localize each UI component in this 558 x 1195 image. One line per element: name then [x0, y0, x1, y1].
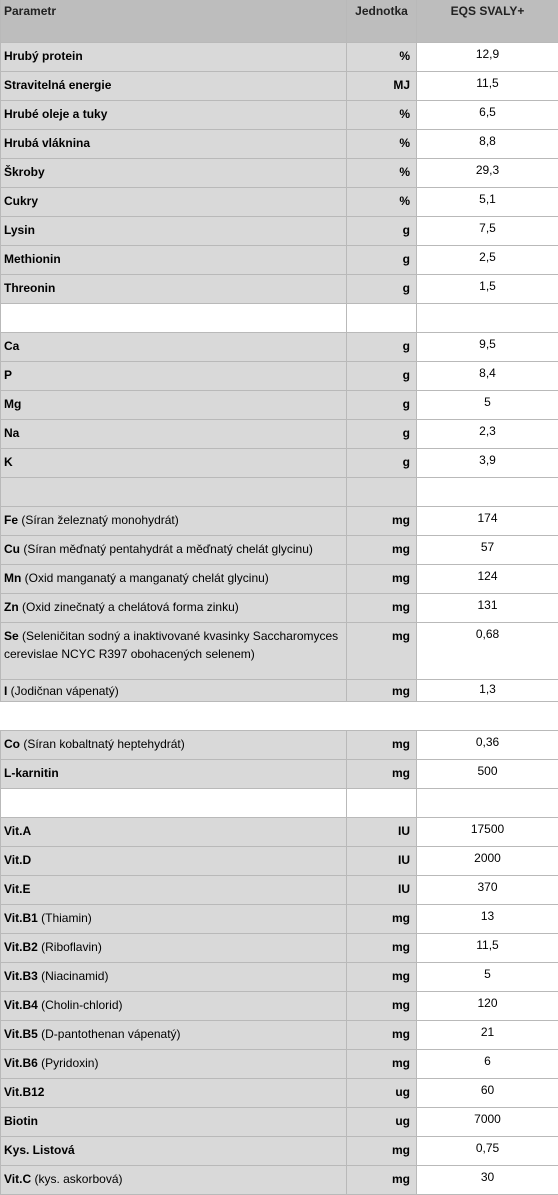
param-name: Threonin: [4, 281, 55, 295]
param-name: Cukry: [4, 194, 38, 208]
param-name: Vit.E: [4, 882, 30, 896]
param-desc: (kys. askorbová): [31, 1172, 122, 1186]
param-value: 6: [417, 1050, 558, 1079]
table-row: [1, 594, 558, 623]
param-name: Mn: [4, 571, 21, 585]
param-unit: mg: [347, 565, 417, 594]
param-unit: mg: [347, 680, 417, 702]
param-unit: ug: [347, 1079, 417, 1108]
param-value: 12,9: [417, 43, 558, 72]
table-row: [1, 43, 558, 72]
table-row: [1, 963, 558, 992]
header-parametr: Parametr: [1, 0, 347, 43]
param-value: 30: [417, 1166, 558, 1195]
table-row: [1, 159, 558, 188]
param-name: Hrubá vláknina: [4, 136, 90, 150]
param-unit: g: [347, 333, 417, 362]
param-value: 13: [417, 905, 558, 934]
param-unit: mg: [347, 963, 417, 992]
table-row: [1, 1108, 558, 1137]
param-value: 9,5: [417, 333, 558, 362]
param-value: 5: [417, 963, 558, 992]
table-row: [1, 731, 558, 760]
param-name: Lysin: [4, 223, 35, 237]
param-value: 2,3: [417, 420, 558, 449]
param-value: 2000: [417, 847, 558, 876]
param-value: 124: [417, 565, 558, 594]
table-row: [1, 362, 558, 391]
param-value: 370: [417, 876, 558, 905]
param-unit: mg: [347, 594, 417, 623]
param-name: Vit.B2: [4, 940, 38, 954]
param-value: 0,68: [417, 623, 558, 680]
param-name: Vit.A: [4, 824, 31, 838]
param-desc: (Oxid manganatý a manganatý chelát glycinu): [21, 571, 268, 585]
param-unit: mg: [347, 934, 417, 963]
param-desc: (Riboflavin): [38, 940, 102, 954]
param-name: Methionin: [4, 252, 61, 266]
param-value: 5,1: [417, 188, 558, 217]
param-name: Vit.B4: [4, 998, 38, 1012]
param-unit: IU: [347, 818, 417, 847]
table-row: [1, 1079, 558, 1108]
param-desc: (Síran kobaltnatý heptehydrát): [20, 737, 185, 751]
param-value: 131: [417, 594, 558, 623]
param-value: 5: [417, 391, 558, 420]
table-row: [1, 507, 558, 536]
param-value: 500: [417, 760, 558, 789]
table-row: [1, 72, 558, 101]
param-value: 0,75: [417, 1137, 558, 1166]
param-unit: mg: [347, 1021, 417, 1050]
table-row: [1, 992, 558, 1021]
param-unit: mg: [347, 536, 417, 565]
param-unit: %: [347, 43, 417, 72]
param-name: Stravitelná energie: [4, 78, 111, 92]
param-value: 3,9: [417, 449, 558, 478]
param-desc: (Síran železnatý monohydrát): [18, 513, 179, 527]
param-unit: mg: [347, 623, 417, 680]
table-row: [1, 275, 558, 304]
param-name: L-karnitin: [4, 766, 59, 780]
spacer-row: [1, 478, 558, 507]
table-row: [1, 565, 558, 594]
param-desc: (Cholin-chlorid): [38, 998, 123, 1012]
param-name: Vit.C: [4, 1172, 31, 1186]
param-unit: g: [347, 420, 417, 449]
param-value: 60: [417, 1079, 558, 1108]
param-value: 8,8: [417, 130, 558, 159]
param-value: 0,36: [417, 731, 558, 760]
param-name: Vit.B6: [4, 1056, 38, 1070]
param-unit: mg: [347, 760, 417, 789]
param-name: Na: [4, 426, 19, 440]
table-row: [1, 101, 558, 130]
param-desc: (Oxid zinečnatý a chelátová forma zinku): [19, 600, 239, 614]
param-name: I: [4, 684, 7, 698]
param-name: Hrubé oleje a tuky: [4, 107, 107, 121]
param-unit: mg: [347, 1050, 417, 1079]
param-unit: mg: [347, 905, 417, 934]
param-value: 7,5: [417, 217, 558, 246]
param-value: 11,5: [417, 934, 558, 963]
param-desc: (Jodičnan vápenatý): [7, 684, 118, 698]
param-name: Vit.B3: [4, 969, 38, 983]
table-row: [1, 623, 558, 680]
param-value: 6,5: [417, 101, 558, 130]
param-value: 1,3: [417, 680, 558, 702]
param-name: Vit.B5: [4, 1027, 38, 1041]
param-unit: mg: [347, 1137, 417, 1166]
table-row: [1, 1166, 558, 1195]
param-value: 11,5: [417, 72, 558, 101]
table-row: [1, 847, 558, 876]
param-name: Ca: [4, 339, 19, 353]
param-name: Vit.D: [4, 853, 31, 867]
param-value: 8,4: [417, 362, 558, 391]
param-name: Kys. Listová: [4, 1143, 75, 1157]
param-unit: MJ: [347, 72, 417, 101]
param-unit: %: [347, 188, 417, 217]
param-name: Hrubý protein: [4, 49, 83, 63]
param-value: 29,3: [417, 159, 558, 188]
table-row: [1, 246, 558, 275]
table-row: [1, 905, 558, 934]
table-row: [1, 391, 558, 420]
param-value: 7000: [417, 1108, 558, 1137]
param-unit: IU: [347, 876, 417, 905]
param-unit: %: [347, 159, 417, 188]
table-row: [1, 934, 558, 963]
table-row: [1, 217, 558, 246]
table-row: [1, 1021, 558, 1050]
table-header-row: [1, 0, 558, 43]
table-row: [1, 876, 558, 905]
param-name: Vit.B1: [4, 911, 38, 925]
table-row: [1, 1050, 558, 1079]
param-value: 17500: [417, 818, 558, 847]
gap-row: [1, 702, 558, 731]
param-unit: mg: [347, 507, 417, 536]
param-value: 1,5: [417, 275, 558, 304]
param-unit: g: [347, 391, 417, 420]
table-row: [1, 333, 558, 362]
param-desc: (Seleničitan sodný a inaktivované kvasinky Saccharomyces cerevislae NCYC R397 obohacených selenem): [4, 629, 338, 661]
table-row: [1, 536, 558, 565]
header-product: EQS SVALY+: [417, 0, 558, 43]
param-unit: g: [347, 275, 417, 304]
param-name: Se: [4, 629, 19, 643]
header-jednotka: Jednotka: [347, 0, 417, 43]
param-name: Zn: [4, 600, 19, 614]
param-name: Mg: [4, 397, 21, 411]
param-desc: (Síran měďnatý pentahydrát a měďnatý chelát glycinu): [20, 542, 313, 556]
param-unit: g: [347, 246, 417, 275]
param-name: Biotin: [4, 1114, 38, 1128]
param-name: Co: [4, 737, 20, 751]
spacer-row: [1, 304, 558, 333]
param-name: Vit.B12: [4, 1085, 44, 1099]
param-unit: mg: [347, 1166, 417, 1195]
table-row: [1, 188, 558, 217]
param-name: K: [4, 455, 13, 469]
param-name: Škroby: [4, 165, 45, 179]
param-desc: (Niacinamid): [38, 969, 109, 983]
param-unit: g: [347, 449, 417, 478]
param-name: Fe: [4, 513, 18, 527]
param-value: 120: [417, 992, 558, 1021]
table-row: [1, 680, 558, 702]
param-name: P: [4, 368, 12, 382]
param-value: 57: [417, 536, 558, 565]
table-row: [1, 420, 558, 449]
param-unit: mg: [347, 731, 417, 760]
table-row: [1, 1137, 558, 1166]
table-row: [1, 818, 558, 847]
table-row: [1, 760, 558, 789]
param-name: Cu: [4, 542, 20, 556]
param-unit: mg: [347, 992, 417, 1021]
table-row: [1, 449, 558, 478]
param-desc: (Thiamin): [38, 911, 92, 925]
param-value: 2,5: [417, 246, 558, 275]
spacer-row: [1, 789, 558, 818]
param-value: 174: [417, 507, 558, 536]
param-unit: %: [347, 101, 417, 130]
param-unit: ug: [347, 1108, 417, 1137]
param-unit: g: [347, 362, 417, 391]
param-desc: (Pyridoxin): [38, 1056, 99, 1070]
param-value: 21: [417, 1021, 558, 1050]
param-desc: (D-pantothenan vápenatý): [38, 1027, 181, 1041]
param-unit: IU: [347, 847, 417, 876]
param-unit: g: [347, 217, 417, 246]
param-unit: %: [347, 130, 417, 159]
table-row: [1, 130, 558, 159]
